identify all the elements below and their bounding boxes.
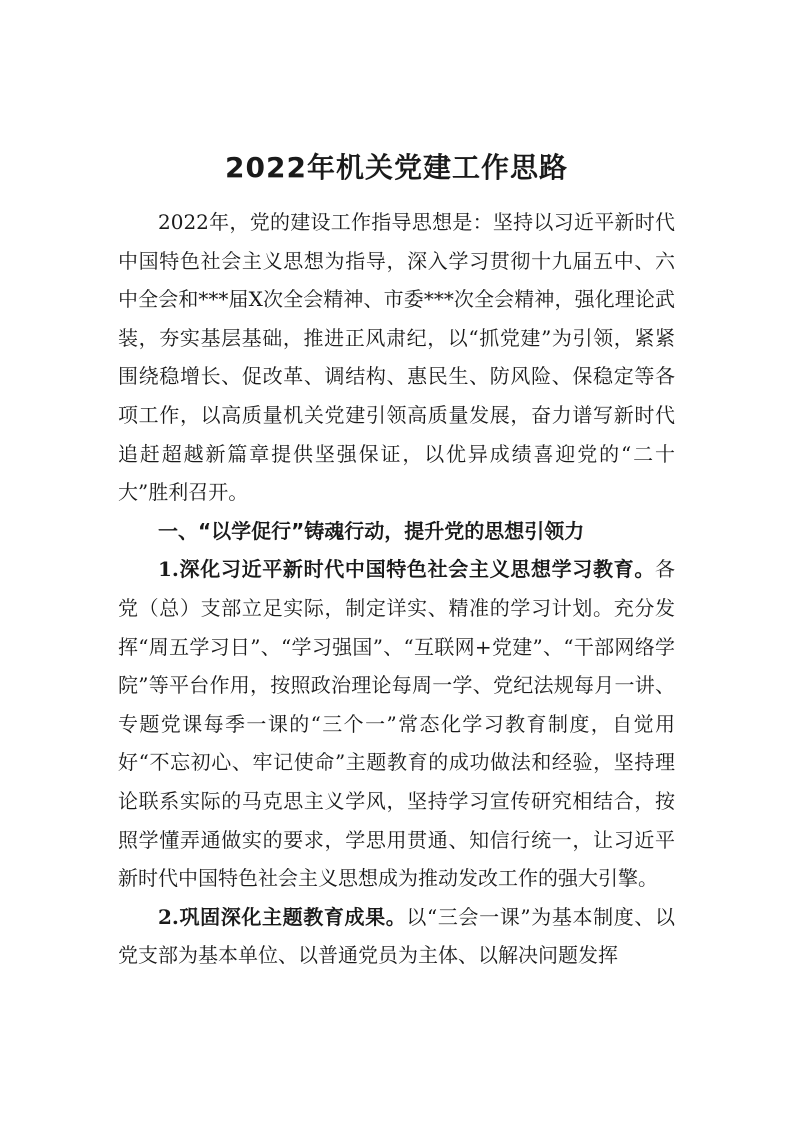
item-1-paragraph xyxy=(118,550,675,897)
item-2-paragraph xyxy=(118,898,675,975)
item-1-title: 1.深化习近平新时代中国特色社会主义思想学习教育。 xyxy=(158,557,655,582)
document-body xyxy=(118,203,675,975)
intro-paragraph: 2022年，党的建设工作指导思想是：坚持以习近平新时代中国特色社会主义思想为指导，深入学习贯彻十九届五中、六中全会和***届X次全会精神、市委***次全会精神，强化理论武装，夯实基层基础，推进正风肃纪，以“抓党建”为引领，紧紧围绕稳增长、促改革、调结构、惠民生、防风险、保稳定等各项工作，以高质量机关党建引领高质量发展，奋力谱写新时代追赶超越新篇章提供坚强保证，以优异成绩喜迎党的“二十大”胜利召开。 xyxy=(118,210,675,505)
item-2-title: 2.巩固深化主题教育成果。 xyxy=(158,904,407,929)
item-1-text: 各党（总）支部立足实际，制定详实、精准的学习计划。充分发挥“周五学习日”、“学习强国”、“互联网+党建”、“干部网络学院”等平台作用，按照政治理论每周一学、党纪法规每月一讲、专题党课每季一课的“三个一”常态化学习教育制度，自觉用好“不忘初心、牢记使命”主题教育的成功做法和经验，坚持理论联系实际的马克思主义学风，坚持学习宣传研究相结合，按照学懂弄通做实的要求，学思用贯通、知信行统一，让习近平新时代中国特色社会主义思想成为推动发改工作的强大引擎。 xyxy=(118,557,675,891)
document-title: 2022年机关党建工作思路 xyxy=(225,151,568,184)
item-2-text: 以“三会一课”为基本制度、以党支部为基本单位、以普通党员为主体、以解决问题发挥 xyxy=(118,904,675,968)
section-heading-1: 一、“以学促行”铸魂行动，提升党的思想引领力 xyxy=(158,518,585,543)
